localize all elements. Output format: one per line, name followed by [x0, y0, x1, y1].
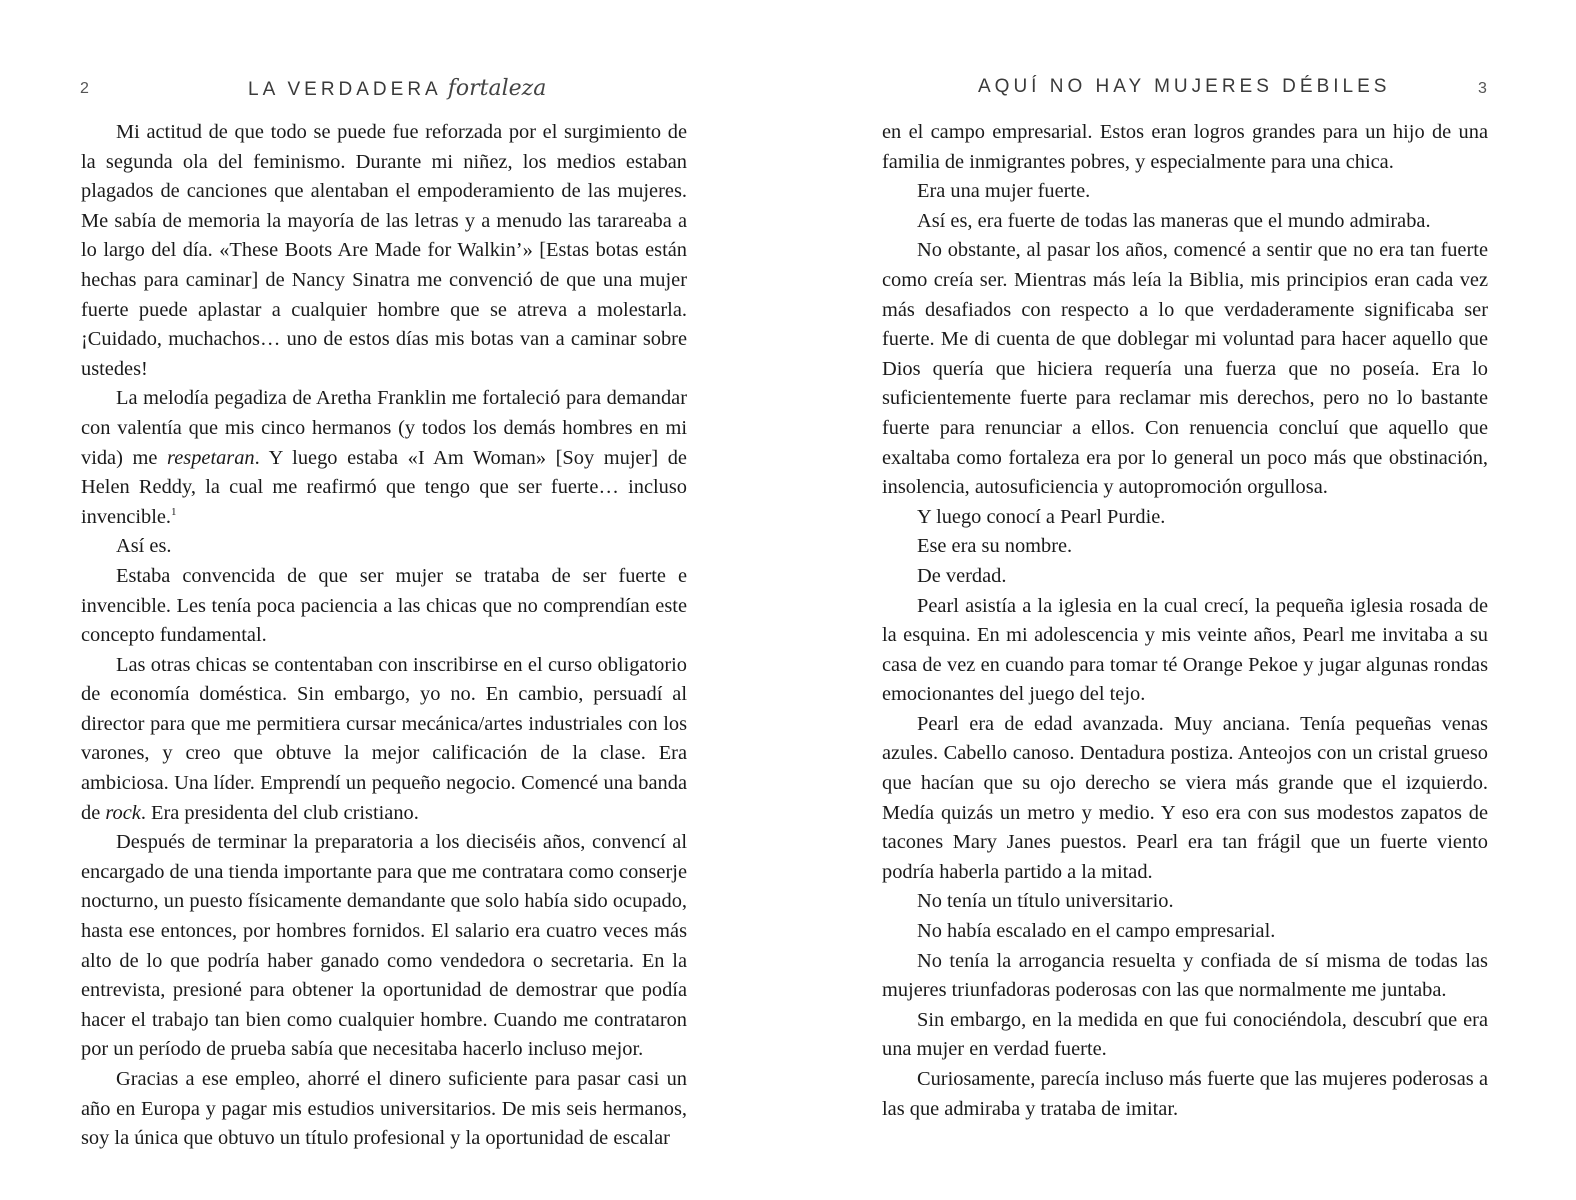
paragraph-text: Sin embargo, en la medida en que fui conociéndola, descubrí que era una mujer en verdad fuerte. — [882, 1008, 1488, 1061]
paragraph-text: No había escalado en el campo empresarial. — [917, 920, 1276, 943]
paragraph-text: Y luego conocí a Pearl Purdie. — [917, 505, 1166, 528]
running-head-chapter-title: AQUÍ NO HAY MUJERES DÉBILES — [978, 76, 1391, 97]
paragraph — [882, 1006, 1488, 1065]
paragraph — [882, 177, 1488, 207]
paragraph — [81, 828, 687, 1065]
paragraph — [882, 592, 1488, 710]
running-head-book-title — [248, 76, 546, 101]
paragraph-text: Gracias a ese empleo, ahorré el dinero suficiente para pasar casi un año en Europa y pagar mis estudios universitarios. De mis seis hermanos, soy la única que obtuvo un título profesional y la oportunidad de escalar — [81, 1068, 687, 1150]
paragraph-text: Mi actitud de que todo se puede fue reforzada por el surgimiento de la segunda ola del feminismo. Durante mi niñez, los medios estaban plagados de canciones que alentaban el empoderamiento de las mujeres. Me sabía de memoria la mayoría de las letras y a menudo las tarareaba a lo largo del día. «These Boots Are Made for Walkin’» [Estas botas están hechas para caminar] de Nancy Sinatra me convenció de que una mujer fuerte puede aplastar a cualquier hombre que se atreva a molestarla. ¡Cuidado, muchachos… uno de estos días mis botas van a caminar sobre ustedes! — [81, 121, 687, 380]
paragraph-text: Estaba convencida de que ser mujer se trataba de ser fuerte e invencible. Les tenía poca paciencia a las chicas que no comprendían este concepto fundamental. — [81, 564, 687, 647]
paragraph — [882, 887, 1488, 917]
paragraph — [81, 118, 687, 384]
paragraph-text: Después de terminar la preparatoria a los dieciséis años, convencí al encargado de una tienda importante para que me contratara como conserje nocturno, un puesto físicamente demandante que solo había sido ocupado, hasta ese entonces, por hombres fornidos. El salario era cuatro veces más alto de lo que podría haber ganado como vendedora o secretaria. En la entrevista, presioné para obtener la oportunidad de demostrar que podía hacer el trabajo tan bien como cualquier hombre. Cuando me contrataron por un período de prueba sabía que necesitaba hacerlo incluso mejor. — [81, 831, 687, 1061]
paragraph-text: . Y luego estaba «I Am Woman» [Soy mujer] de Helen Reddy, la cual me reafirmó que tengo que ser fuerte… incluso invencible. — [81, 446, 687, 528]
paragraph-text: rock — [105, 801, 141, 824]
paragraph-text: Pearl asistía a la iglesia en la cual crecí, la pequeña iglesia rosada de la esquina. En mi adolescencia y mis veinte años, Pearl me invitaba a su casa de vez en cuando para tomar té Orange Pekoe y jugar algunas rondas emocionantes del juego del tejo. — [882, 594, 1488, 706]
running-head-script: fortaleza — [447, 76, 547, 101]
paragraph-text: respetaran — [167, 446, 255, 469]
paragraph-text: La melodía pegadiza de Aretha Franklin me fortaleció para demandar con valentía que mis cinco hermanos (y todos los demás hombres en mi vida) me — [81, 387, 687, 469]
paragraph — [882, 562, 1488, 592]
paragraph-text: . Era presidenta del club cristiano. — [140, 801, 419, 824]
footnote-ref: 1 — [171, 505, 177, 518]
paragraph — [882, 1065, 1488, 1124]
paragraph-text: No tenía la arrogancia resuelta y confiada de sí misma de todas las mujeres triunfadoras poderosas con las que normalmente me juntaba. — [882, 949, 1488, 1002]
running-head-main: LA VERDADERA — [248, 79, 442, 100]
paragraph-text: Así es. — [116, 535, 172, 558]
paragraph-text: Curiosamente, parecía incluso más fuerte que las mujeres poderosas a las que admiraba y trataba de imitar. — [882, 1068, 1488, 1120]
paragraph — [882, 236, 1488, 502]
paragraph — [81, 651, 687, 829]
paragraph — [882, 710, 1488, 888]
page-number: 2 — [80, 80, 90, 97]
paragraph-text: Ese era su nombre. — [917, 535, 1073, 558]
paragraph — [882, 118, 1488, 177]
paragraph — [882, 532, 1488, 562]
paragraph — [81, 532, 687, 562]
right-page — [788, 0, 1576, 1200]
body-text — [882, 118, 1488, 1124]
paragraph-text: Pearl era de edad avanzada. Muy anciana. Tenía pequeñas venas azules. Cabello canoso. Dentadura postiza. Anteojos con un cristal grueso que hacían que su ojo derecho se viera más grande que el izquierdo. Medía quizás un metro y medio. Y eso era con sus modestos zapatos de tacones Mary Janes puestos. Pearl era tan frágil que un fuerte viento podría haberla partido a la mitad. — [882, 712, 1488, 883]
paragraph-text: Las otras chicas se contentaban con inscribirse en el curso obligatorio de economía doméstica. Sin embargo, yo no. En cambio, persuadí al director para que me permitiera cursar mecánica/artes industriales con los varones, y creo que obtuve la mejor calificación de la clase. Era ambiciosa. Una líder. Emprendí un pequeño negocio. Comencé una banda de — [81, 653, 687, 824]
paragraph — [882, 503, 1488, 533]
paragraph-text: Era una mujer fuerte. — [917, 180, 1091, 203]
page-number: 3 — [1478, 80, 1488, 97]
paragraph-text: Así es, era fuerte de todas las maneras que el mundo admiraba. — [917, 209, 1431, 232]
paragraph — [81, 562, 687, 651]
paragraph — [882, 917, 1488, 947]
body-text — [81, 118, 687, 1154]
paragraph-text: No obstante, al pasar los años, comencé a sentir que no era tan fuerte como creía ser. Mientras más leía la Biblia, mis principios eran cada vez más desafiados con respecto a lo que verdaderamente significaba ser fuerte. Me di cuenta de que doblegar mi voluntad para hacer aquello que Dios quería que hiciera requería una fuerza que no poseía. Era lo suficientemente fuerte para reclamar mis derechos, pero no lo bastante fuerte para renunciar a ellos. Con renuencia concluí que aquello que exaltaba como fortaleza era por lo general un poco más que obstinación, insolencia, autosuficiencia y autopromoción orgullosa. — [882, 239, 1488, 499]
paragraph-text: en el campo empresarial. Estos eran logros grandes para un hijo de una familia de inmigrantes pobres, y especialmente para una chica. — [882, 121, 1488, 173]
paragraph-text: De verdad. — [917, 564, 1007, 587]
paragraph-text: No tenía un título universitario. — [917, 890, 1174, 913]
paragraph — [882, 947, 1488, 1006]
paragraph — [81, 1065, 687, 1154]
paragraph — [882, 207, 1488, 237]
paragraph — [81, 384, 687, 532]
